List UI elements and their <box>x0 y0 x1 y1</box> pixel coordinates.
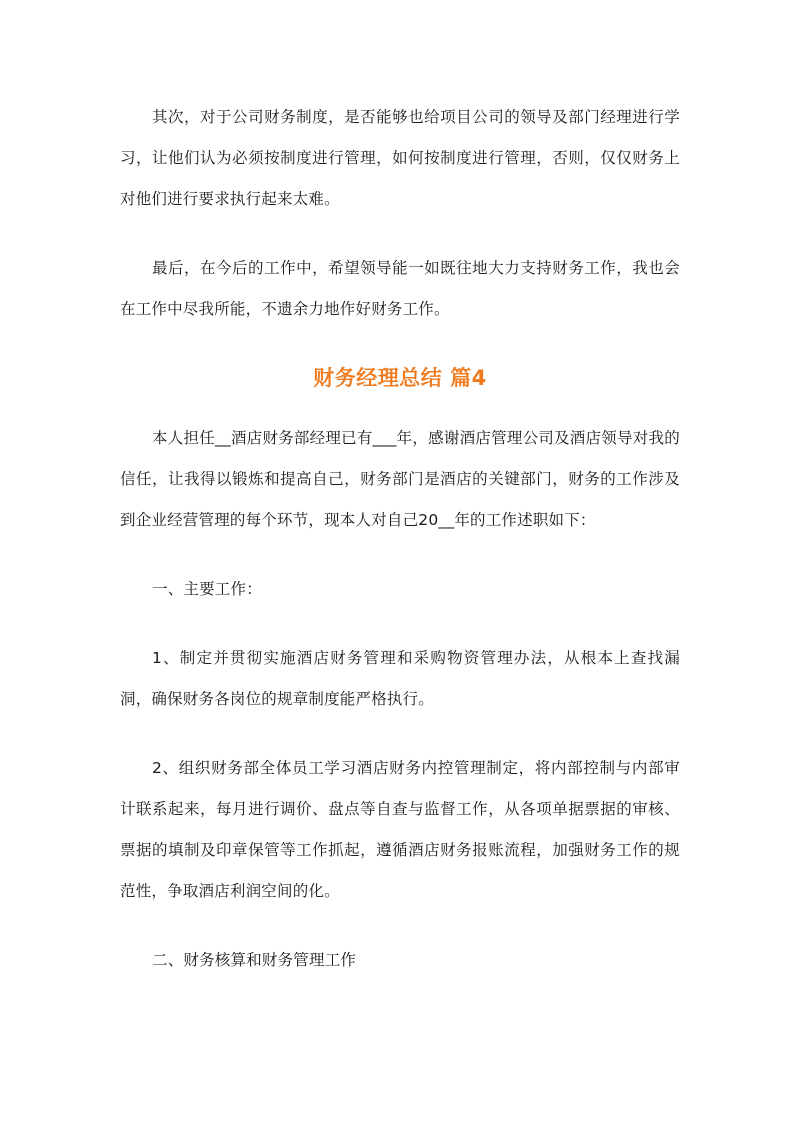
document-body <box>120 97 680 1009</box>
paragraph-main-work-title: 一、主要工作： <box>152 580 262 598</box>
paragraph-item-1: 1、制定并贯彻实施酒店财务管理和采购物资管理办法，从根本上查找漏洞，确保财务各岗位的规章制度能严格执行。 <box>120 649 680 708</box>
paragraph-item-2: 2、组织财务部全体员工学习酒店财务内控管理制定，将内部控制与内部审计联系起来，每月进行调价、盘点等自查与监督工作，从各项单据票据的审核、票据的填制及印章保管等工作抓起，遵循酒店财务报账流程，加强财务工作的规范性，争取酒店利润空间的化。 <box>120 759 680 900</box>
paragraph-secondly: 其次，对于公司财务制度，是否能够也给项目公司的领导及部门经理进行学习，让他们认为必须按制度进行管理，如何按制度进行管理，否则，仅仅财务上对他们进行要求执行起来太难。 <box>120 108 680 208</box>
paragraph-finally: 最后，在今后的工作中，希望领导能一如既往地大力支持财务工作，我也会在工作中尽我所能，不遗余力地作好财务工作。 <box>120 259 680 318</box>
paragraph-intro: 本人担任__酒店财务部经理已有___年，感谢酒店管理公司及酒店领导对我的信任，让我得以锻炼和提高自己，财务部门是酒店的关键部门，财务的工作涉及到企业经营管理的每个环节，现本人对自己20__年的工作述职如下： <box>120 429 680 529</box>
section-heading: 财务经理总结 篇4 <box>313 366 487 390</box>
paragraph-section-2-title: 二、财务核算和财务管理工作 <box>152 951 357 969</box>
